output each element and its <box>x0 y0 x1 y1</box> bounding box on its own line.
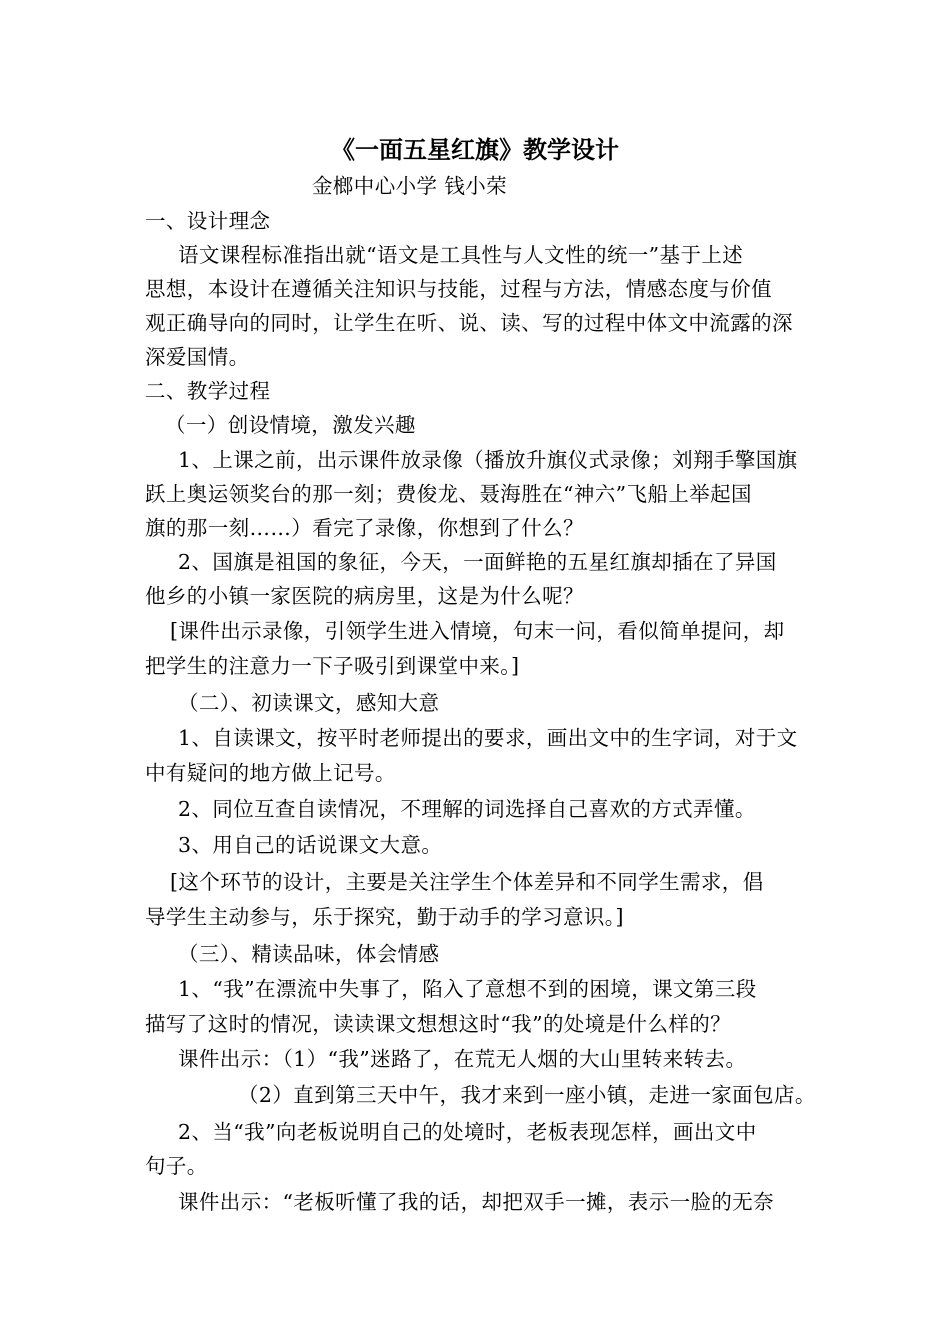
note-line: 导学生主动参与，乐于探究，勤于动手的学习意识。] <box>145 905 624 929</box>
paragraph-line: 观正确导向的同时，让学生在听、说、读、写的过程中体文中流露的深 <box>145 311 793 335</box>
author-line: 金榔中心小学 钱小荣 <box>312 174 508 198</box>
paragraph-line: 2、当“我”向老板说明自己的处境时，老板表现怎样，画出文中 <box>178 1120 757 1144</box>
note-line: 把学生的注意力一下子吸引到课堂中来。] <box>145 654 520 678</box>
paragraph-line: 1、上课之前，出示课件放录像（播放升旗仪式录像；刘翔手擎国旗 <box>178 448 798 472</box>
subsection-heading: （二）、初读课文，感知大意 <box>178 691 440 715</box>
paragraph-line: 1、“我”在漂流中失事了，陷入了意想不到的困境，课文第三段 <box>178 977 757 1001</box>
subsection-heading: （三）、精读品味，体会情感 <box>178 942 440 966</box>
paragraph-line: （2）直到第三天中午，我才来到一座小镇，走进一家面包店。 <box>238 1083 816 1107</box>
document-title: 《一面五星红旗》教学设计 <box>331 135 619 164</box>
paragraph-line: 课件出示：（1）“我”迷路了，在荒无人烟的大山里转来转去。 <box>178 1047 747 1071</box>
paragraph-line: 跃上奥运领奖台的那一刻；费俊龙、聂海胜在“神六”飞船上举起国 <box>145 482 752 506</box>
paragraph-line: 句子。 <box>145 1154 208 1178</box>
paragraph-line: 深爱国情。 <box>145 345 250 369</box>
section-heading: 一、设计理念 <box>145 209 271 233</box>
paragraph-line: 3、用自己的话说课文大意。 <box>178 833 443 857</box>
paragraph-line: 他乡的小镇一家医院的病房里，这是为什么呢？ <box>145 584 584 608</box>
subsection-heading: （一）创设情境，激发兴趣 <box>165 413 416 437</box>
paragraph-line: 课件出示：“老板听懂了我的话，却把双手一摊，表示一脸的无奈 <box>178 1190 775 1214</box>
paragraph-line: 语文课程标准指出就“语文是工具性与人文性的统一”基于上述 <box>178 243 744 267</box>
note-line: [这个环节的设计，主要是关注学生个体差异和不同学生需求，倡 <box>170 870 764 894</box>
paragraph-line: 2、国旗是祖国的象征，今天，一面鲜艳的五星红旗却插在了异国 <box>178 550 777 574</box>
section-heading: 二、教学过程 <box>145 379 271 403</box>
paragraph-line: 中有疑问的地方做上记号。 <box>145 761 396 785</box>
paragraph-line: 思想，本设计在遵循关注知识与技能，过程与方法，情感态度与价值 <box>145 277 772 301</box>
paragraph-line: 描写了这时的情况，读读课文想想这时“我”的处境是什么样的？ <box>145 1012 732 1036</box>
paragraph-line: 旗的那一刻……）看完了录像，你想到了什么？ <box>145 516 584 540</box>
paragraph-line: 2、同位互查自读情况，不理解的词选择自己喜欢的方式弄懂。 <box>178 797 756 821</box>
paragraph-line: 1、自读课文，按平时老师提出的要求，画出文中的生字词，对于文 <box>178 726 798 750</box>
note-line: [课件出示录像，引领学生进入情境，句末一问，看似简单提问，却 <box>170 619 785 643</box>
